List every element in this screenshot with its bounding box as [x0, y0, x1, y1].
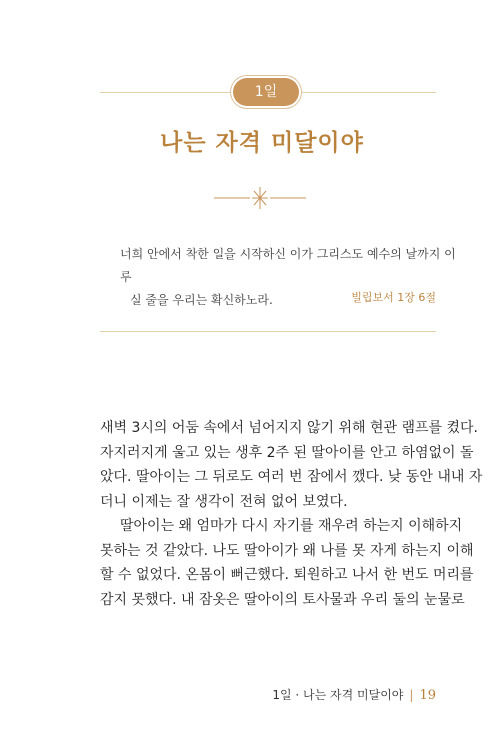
body-line: 았다. 딸아이는 그 뒤로도 여러 번 잠에서 깼다. 낮 동안 내내 자: [100, 469, 483, 485]
running-title: 1일 · 나는 자격 미달이야: [272, 688, 404, 702]
body-line: 감지 못했다. 내 잠옷은 딸아이의 토사물과 우리 둘의 눈물로: [100, 591, 465, 608]
quote-source: 빌립보서 1장 6절: [351, 291, 436, 304]
page-footer: [272, 686, 436, 703]
body-line: 딸아이는 왜 엄마가 다시 자기를 재우려 하는지 이해하지: [120, 518, 463, 534]
body-text: [100, 416, 483, 612]
chapter-title: 나는 자격 미달이야: [160, 130, 364, 156]
body-line: 할 수 없었다. 온몸이 뻐근했다. 퇴원하고 나서 한 번도 머리를: [100, 567, 474, 583]
footer-separator: |: [409, 688, 414, 702]
section-divider: [100, 331, 436, 332]
body-line: 새벽 3시의 어둠 속에서 넘어지지 않기 위해 현관 램프를 켰다.: [100, 420, 478, 436]
body-line: 못하는 것 같았다. 나도 딸아이가 왜 나를 못 자게 하는지 이해: [100, 542, 474, 559]
quote-line: 너희 안에서 착한 일을 시작하신 이가 그리스도 예수의 날까지 이루: [120, 247, 456, 284]
body-line: 더니 이제는 잘 생각이 전혀 없어 보였다.: [100, 493, 348, 510]
quote-line: 실 줄을 우리는 확신하노라.: [130, 293, 273, 307]
body-line: 자지러지게 울고 있는 생후 2주 된 딸아이를 안고 하염없이 돌: [100, 444, 474, 461]
day-badge: 1일: [233, 78, 299, 106]
sparkle-icon: [214, 186, 306, 210]
page-number: 19: [419, 688, 436, 703]
